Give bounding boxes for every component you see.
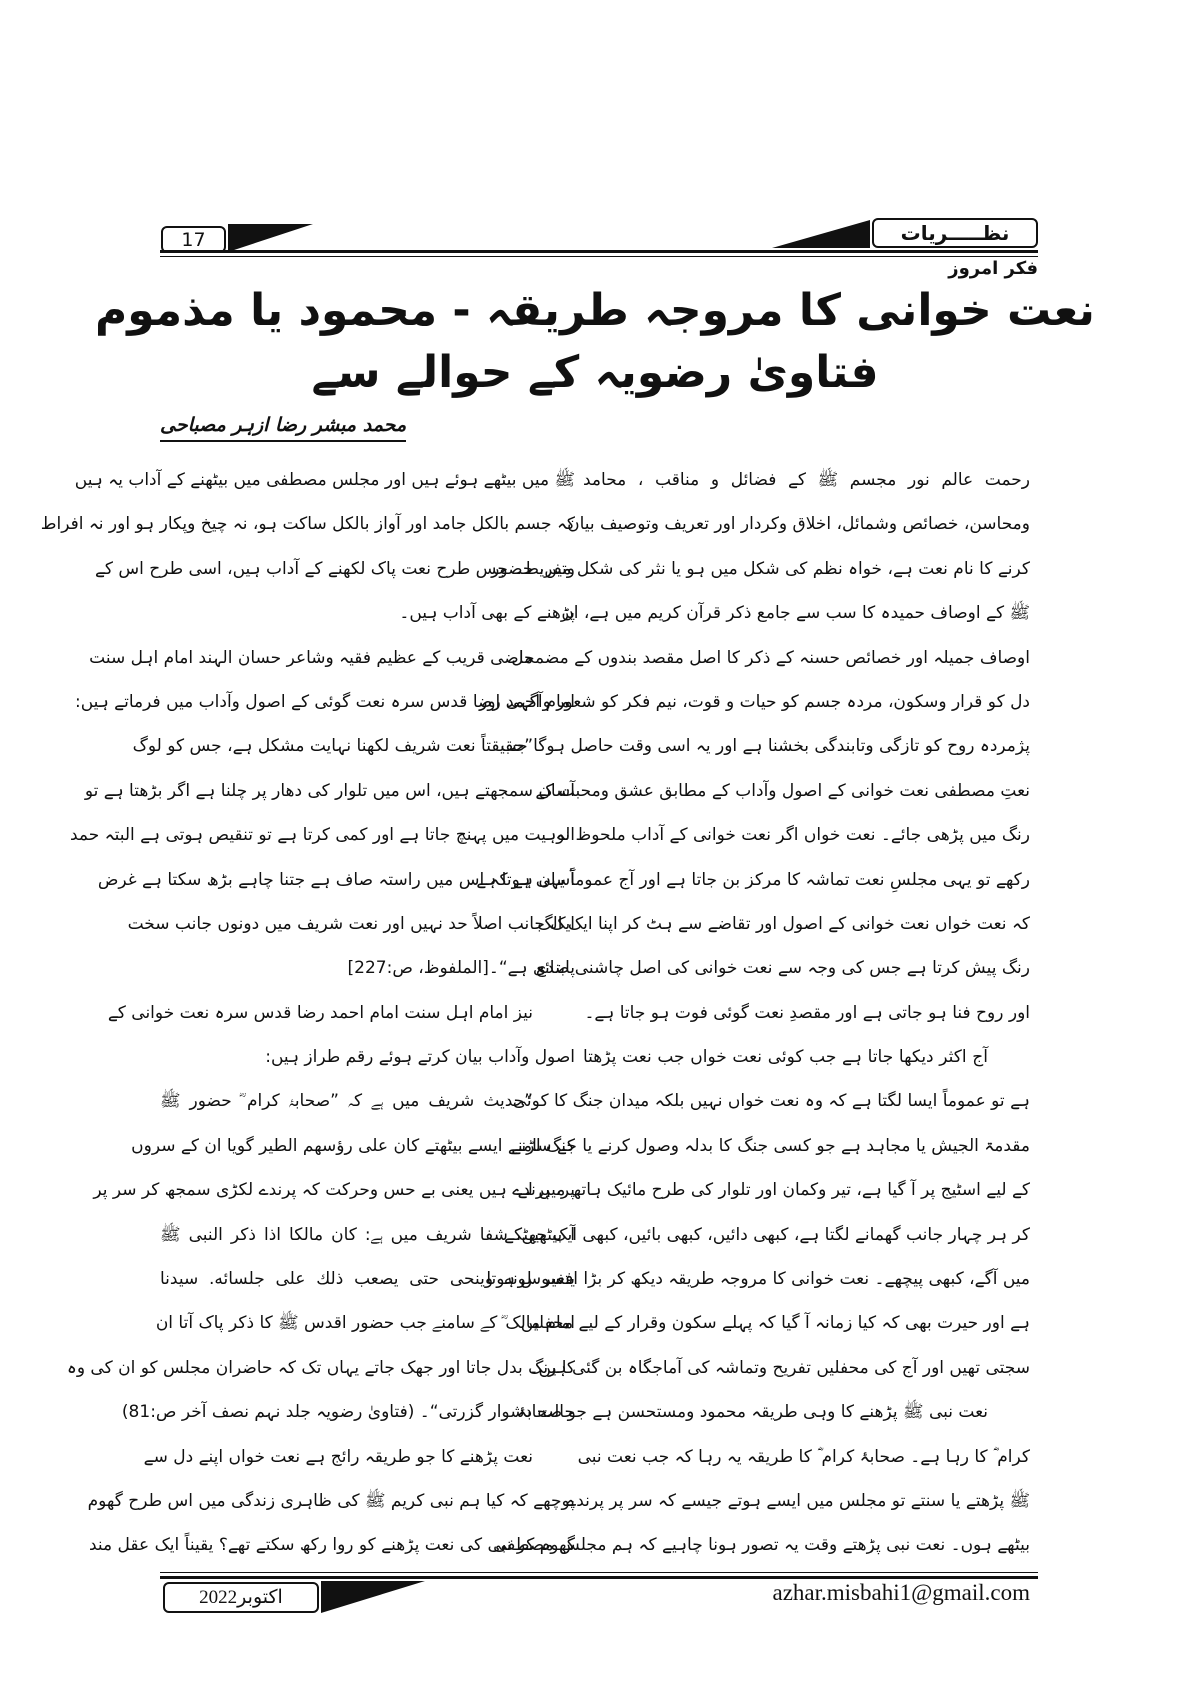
- header-right-triangle: [772, 220, 870, 248]
- page-number-box: [161, 226, 226, 253]
- text-line: ”حقیقتاً نعت شریف لکھنا نہایت مشکل ہے، جس کو لوگ: [132, 736, 533, 757]
- text-line: کر ہر چہار جانب گھمانے لگتا ہے، کبھی دائیں، کبھی بائیں، کبھی ایک جھٹکے: [504, 1224, 1030, 1245]
- text-line: آ بیٹھیں، شفا شریف میں ہے: کان مالکا اذا ذکر النبی ﷺ: [160, 1224, 575, 1245]
- issue-date-box: [163, 1582, 319, 1613]
- text-line: پابندی ہے“۔[الملفوظ، ص:227]: [347, 958, 575, 979]
- author-byline: محمد مبشر رضا ازہر مصباحی: [160, 412, 406, 442]
- text-line: نیز امام اہل سنت امام احمد رضا قدس سرہ نعت خوانی کے: [107, 1002, 533, 1023]
- text-line: پڑھنے کے بھی آداب ہیں۔: [399, 603, 575, 624]
- header-rule-thick: [160, 250, 1038, 253]
- text-line: گھوم کر نبی کی نعت پڑھنے کو روا رکھ سکتے تھے؟ یقیناً ایک عقل مند: [88, 1535, 575, 1556]
- text-line: پوچھے کہ کیا ہم نبی کریم ﷺ کی ظاہری زندگی میں اس طرح گھوم: [87, 1490, 575, 1511]
- text-line: کے لیے اسٹیج پر آ گیا ہے، تیر وکمان اور تلوار کی طرح مائیک ہاتھ میں لے: [517, 1180, 1030, 1201]
- text-line: حالت دشوار گزرتی“۔ (فتاویٰ رضویہ جلد نہم نصف آخر ص:81): [121, 1402, 575, 1423]
- text-line: وتفریط۔ جس طرح نعت پاک لکھنے کے آداب ہیں، اسی طرح اس کے: [94, 558, 575, 579]
- page-number: 17: [181, 228, 206, 251]
- text-line: بیٹھے ہوں۔ نعت نبی پڑھتے وقت یہ تصور ہونا چاہیے کہ ہم مجلس مصطفی: [493, 1535, 1030, 1556]
- column-label: فکر امروز: [948, 258, 1038, 279]
- text-line: ومحاسن، خصائص وشمائل، اخلاق وکردار اور تعریف وتوصیف بیان: [567, 514, 1030, 535]
- contact-email: azhar.misbahi1@gmail.com: [772, 1580, 1030, 1605]
- text-line: الوہیت میں پہنچ جاتا ہے اور کمی کرتا ہے تو تنقیص ہوتی ہے البتہ حمد: [69, 825, 575, 846]
- footer-rule-thick: [160, 1576, 1038, 1579]
- text-line: رکھے تو یہی مجلسِ نعت تماشہ کا مرکز بن جاتا ہے اور آج عموماً یہی ہوتا ہے: [476, 869, 1030, 890]
- text-line: مقدمۃ الجیش یا مجاہد ہے جو کسی جنگ کا بدلہ وصول کرنے یا جنگ لڑنے: [511, 1135, 1030, 1156]
- text-line: کہ نعت خواں نعت خوانی کے اصول اور تقاضے سے ہٹ کر اپنا ایک الگ: [537, 913, 1030, 934]
- text-line: نعت پڑھنے کا جو طریقہ رائج ہے نعت خواں اپنے دل سے: [143, 1446, 533, 1467]
- text-line: نعتِ مصطفی نعت خوانی کے اصول وآداب کے مطابق عشق ومحبت کے: [535, 780, 1030, 801]
- text-line: کے سامنے ایسے بیٹھتے کان علی رؤسھم الطیر گویا ان کے سروں: [131, 1135, 575, 1156]
- text-line: پر، پرندے ہیں یعنی بے حس وحرکت کہ پرندے لکڑی سمجھ کر سر پر: [93, 1180, 575, 1201]
- text-line: اوصاف جمیلہ اور خصائص حسنہ کے ذکر کا اصل مقصد بندوں کے مضمحل: [511, 647, 1030, 668]
- article-title-line1: نعت خوانی کا مروجہ طریقہ - محمود یا مذموم: [95, 285, 1095, 336]
- text-line: کہ جسم بالکل جامد اور آواز بالکل ساکت ہو، نہ چیخ وپکار ہو اور نہ افراط: [40, 514, 575, 535]
- text-line: امام احمد رضا قدس سرہ نعت گوئی کے اصول وآداب میں فرماتے ہیں:: [75, 691, 575, 712]
- left-column: [40, 458, 575, 1568]
- text-line: آج اکثر دیکھا جاتا ہے جب کوئی نعت خواں جب نعت پڑھتا: [583, 1047, 988, 1068]
- text-line: میں آگے، کبھی پیچھے۔ نعت خوانی کا مروجہ طریقہ دیکھ کر بڑا افسوس ہوتا: [486, 1269, 1030, 1290]
- footer-triangle: [321, 1581, 425, 1613]
- section-label: نظـــــریات: [900, 221, 1010, 245]
- text-line: پژمردہ روح کو تازگی وتابندگی بخشنا ہے اور یہ اسی وقت حاصل ہوگا جب: [500, 736, 1030, 757]
- article-title-line2: فتاویٰ رضویہ کے حوالے سے: [311, 347, 879, 398]
- text-line: اصول وآداب بیان کرتے ہوئے رقم طراز ہیں:: [265, 1047, 575, 1068]
- text-line: ﷺ میں بیٹھے ہوئے ہیں اور مجلس مصطفی میں بیٹھنے کے آداب یہ ہیں: [74, 470, 575, 490]
- text-line: رنگ میں پڑھی جائے۔ نعت خواں اگر نعت خوانی کے آداب ملحوظ نہ: [555, 825, 1030, 846]
- text-line: دل کو قرار وسکون، مردہ جسم کو حیات و قوت، نیم فکر کو شعور وآگہی اور: [479, 691, 1030, 712]
- text-line: کرام ؓ کا رہا ہے۔ صحابۂ کرام ؓ کا طریقہ یہ رہا کہ جب نعت نبی: [577, 1446, 1030, 1467]
- text-line: سجتی تھیں اور آج کی محفلیں تفریح وتماشہ کی آماجگاہ بن گئی ہیں۔: [528, 1357, 1030, 1378]
- text-line: اور روح فنا ہو جاتی ہے اور مقصدِ نعت گوئی فوت ہو جاتا ہے۔: [584, 1002, 1030, 1023]
- text-line: ہے اور حیرت بھی کہ کیا زمانہ آ گیا کہ پہلے سکون وقرار کے لیے محفلیں: [520, 1313, 1030, 1334]
- text-line: کرنے کا نام نعت ہے، خواہ نظم کی شکل میں ہو یا نثر کی شکل میں، حضور: [491, 558, 1030, 579]
- text-line: آسان سمجھتے ہیں، اس میں تلوار کی دھار پر چلنا ہے اگر بڑھتا ہے تو: [84, 780, 575, 801]
- footer-rule-thin: [160, 1572, 1038, 1573]
- text-line: ﷺ کے اوصاف حمیدہ کا سب سے جامع ذکر قرآن کریم میں ہے، ان: [561, 603, 1030, 624]
- header-left-triangle: [228, 224, 313, 252]
- text-line: رنگ پیش کرتا ہے جس کی وجہ سے نعت خوانی کی اصل چاشنی ضائع: [535, 958, 1030, 979]
- text-line: یتغیر لونه وینحی حتی یصعب ذلك علی جلسائه. سیدنا: [160, 1269, 575, 1290]
- text-line: امام مالک ؓ کے سامنے جب حضور اقدس ﷺ کا ذکر پاک آتا ان: [155, 1313, 575, 1334]
- text-line: ایک جانب اصلاً حد نہیں اور نعت شریف میں دونوں جانب سخت: [127, 913, 575, 934]
- text-line: کا رنگ بدل جاتا اور جھک جاتے یہاں تک کہ حاضران مجلس کو ان کی وہ: [66, 1357, 575, 1378]
- text-line: آسان ہے کہ اس میں راستہ صاف ہے جتنا چاہے بڑھ سکتا ہے غرض: [97, 869, 575, 890]
- header-rule-thin: [160, 256, 1038, 257]
- section-label-box: [872, 218, 1038, 248]
- text-line: ”حدیث شریف میں ہے کہ ”صحابۂ کرام ؓ حضور ﷺ: [160, 1091, 533, 1112]
- text-line: ماضی قریب کے عظیم فقیہ وشاعر حسان الہند امام اہل سنت: [89, 647, 533, 668]
- text-line: ﷺ پڑھتے یا سنتے تو مجلس میں ایسے ہوتے جیسے کہ سر پر پرندے: [566, 1490, 1030, 1511]
- text-line: نعت نبی ﷺ پڑھنے کا وہی طریقہ محمود ومستحسن ہے جو صحابۂ: [516, 1402, 988, 1423]
- issue-date: اکتوبر2022: [199, 1587, 283, 1608]
- text-line: رحمت عالم نور مجسم ﷺ کے فضائل و مناقب ، محامد: [583, 470, 1030, 490]
- text-line: ہے تو عموماً ایسا لگتا ہے کہ وہ نعت خواں نہیں بلکہ میدان جنگ کا کوئی: [512, 1091, 1030, 1112]
